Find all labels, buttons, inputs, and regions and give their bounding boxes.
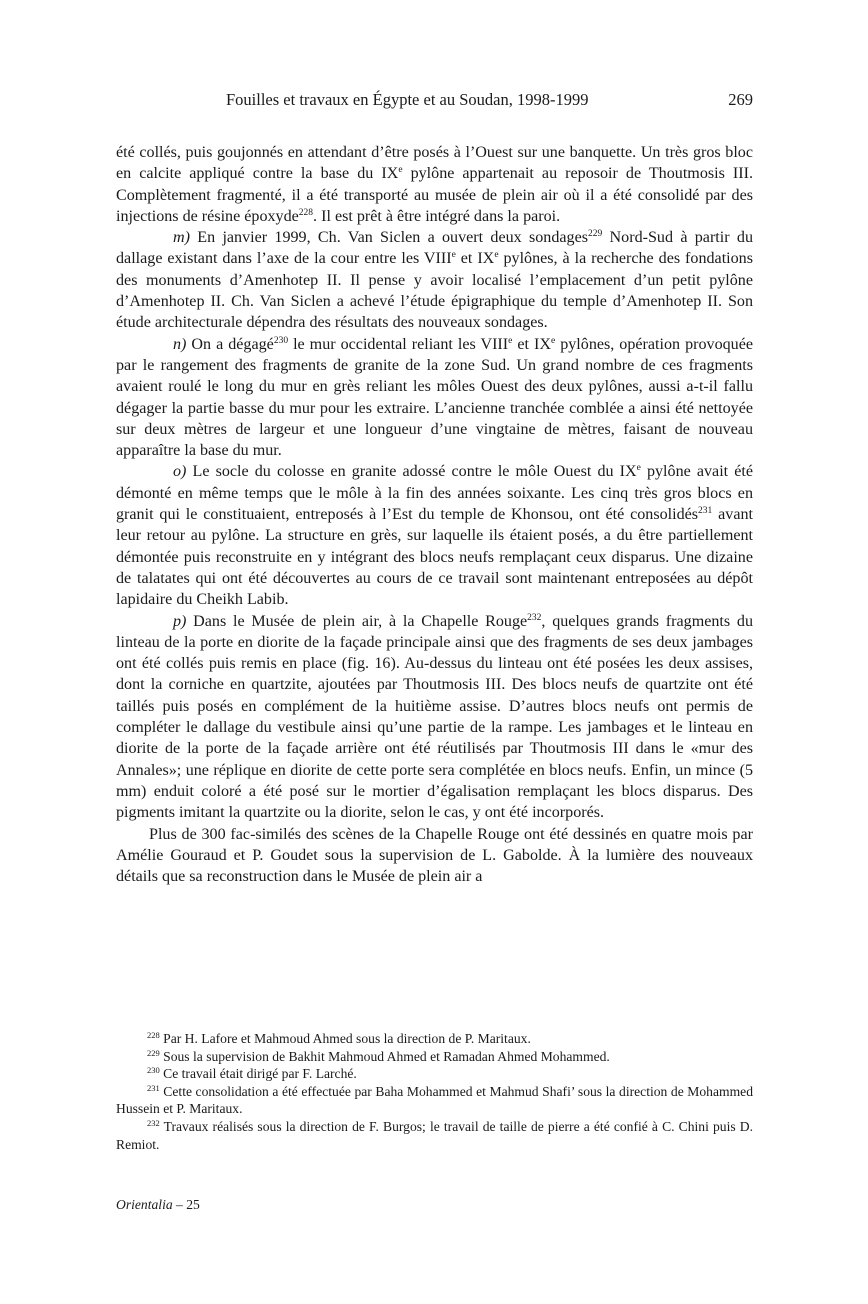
footnote-text: Travaux réalisés sous la direction de F. Burgos; le travail de taille de pierre a été confié à C. Chini puis D. Remiot. bbox=[116, 1118, 753, 1152]
footnote-number: 229 bbox=[147, 1047, 160, 1058]
footnote-number: 228 bbox=[147, 1030, 160, 1040]
text-run: Plus de 300 fac-similés des scènes de la Chapelle Rouge ont été dessinés en quatre mois par Amélie Gouraud et P. Goudet sous la supervision de L. Gabolde. À la lumière des nouveaux détails que sa reconstruction dans le Musée de plein air a bbox=[116, 825, 753, 886]
footnote-ref: e bbox=[550, 335, 556, 346]
paragraph bbox=[116, 142, 753, 227]
signature-mark: – 25 bbox=[172, 1197, 200, 1212]
text-run: le mur occidental reliant les VIII bbox=[288, 335, 509, 353]
footnote bbox=[116, 1118, 753, 1153]
text-run: pylônes, opération provoquée par le rangement des fragments de granite de la zone Sud. Un grand nombre de ces fragments avaient roulé le long du mur en grès reliant les môles Ouest des deux pylônes, aussi a-t-il fallu dégager la partie basse du mur pour les extraire. L’ancienne tranchée comblée a ainsi été nettoyée sur deux mètres de largeur et une longueur d’une vingtaine de mètres, faisant de nouveau apparaître la base du mur. bbox=[116, 335, 754, 460]
footnote-number: 231 bbox=[147, 1082, 160, 1093]
text-run: Le socle du colosse en granite adossé contre le môle Ouest du IX bbox=[186, 463, 637, 481]
footnote-text: Ce travail était dirigé par F. Larché. bbox=[159, 1066, 357, 1082]
footnote-ref: 229 bbox=[588, 229, 603, 240]
footnote-number: 232 bbox=[147, 1117, 160, 1128]
text-run: . Il est prêt à être intégré dans la paroi. bbox=[313, 207, 561, 225]
text-run: été collés, puis goujonnés en attendant d’être posés à l’Ouest sur une banquette. Un très gros bloc en calcite appliqué contre la base du IX bbox=[116, 144, 753, 183]
signature-line bbox=[116, 1197, 200, 1213]
footnote bbox=[116, 1083, 753, 1118]
footnote-ref: e bbox=[494, 250, 499, 261]
section-letter: o) bbox=[173, 463, 187, 481]
running-title: Fouilles et travaux en Égypte et au Soudan, 1998-1999 bbox=[226, 90, 589, 109]
footnote-ref: 232 bbox=[527, 612, 542, 623]
text-run: et IX bbox=[455, 250, 495, 268]
footnote-ref: 231 bbox=[698, 506, 713, 517]
text-run: En janvier 1999, Ch. Van Siclen a ouvert deux sondages bbox=[189, 229, 588, 247]
section-letter: n) bbox=[173, 335, 187, 353]
footnote bbox=[116, 1030, 753, 1048]
footnote-text: Sous la supervision de Bakhit Mahmoud Ahmed et Ramadan Ahmed Mohammed. bbox=[159, 1048, 610, 1064]
section-letter: m) bbox=[173, 229, 190, 247]
footnotes bbox=[116, 1030, 753, 1153]
footnote-ref: e bbox=[398, 165, 403, 176]
text-run: pylônes, à la recherche des fondations des monuments d’Amenhotep II. Il pense y avoir localisé l’emplacement d’un petit pylône d’Amenhotep II. Ch. Van Siclen a achevé l’étude épigraphique du temple d’Amenhotep II. Son étude architecturale dépendra des résultats des nouveaux sondages. bbox=[116, 250, 753, 332]
running-header bbox=[110, 90, 753, 114]
page-number: 269 bbox=[728, 90, 753, 109]
text-run: , quelques grands fragments du linteau de la porte en diorite de la façade principale ainsi que des fragments de ses deux jambages ont été collés puis remis en place (fig. 16). Au-dessus du linteau ont été posées les deux assises, dont la corniche en quartzite, ajoutées par Thoutmosis III. Des blocs neufs de quartzite ont été taillés puis posés en complément de la huitième assise. D’autres blocs neufs ont permis de compléter le dallage du vestibule ainsi qu’une partie de la rampe. Les jambages et le linteau en diorite de la porte de la façade arrière ont été réutilisés par Thoutmosis III dans le «mur des Annales»; une réplique en diorite de cette porte sera complétée en blocs neufs. Enfin, un mince (5 mm) enduit coloré a été posé sur le mortier d’égalisation remplaçant les blocs disparus. Des pigments imitant la quartzite ou la diorite, selon le cas, y ont été incorporés. bbox=[116, 612, 753, 822]
main-text bbox=[116, 142, 753, 887]
text-run: On a dégagé bbox=[186, 335, 274, 353]
footnote bbox=[116, 1048, 753, 1066]
text-run: pylône appartenait au reposoir de Thoutmosis III. Complètement fragmenté, il a été transporté au musée de plein air où il a été consolidé par des injections de résine époxyde bbox=[116, 165, 753, 225]
paragraph bbox=[116, 611, 753, 824]
text-run: pylône avait été démonté en même temps que le môle à la fin des années soixante. Les cinq très gros blocs en granit qui le constituaient, entreposés à l’Est du temple de Khonsou, ont été consolidés bbox=[116, 463, 753, 524]
paragraph bbox=[116, 334, 753, 462]
footnote bbox=[116, 1065, 753, 1083]
footnote-ref: e bbox=[508, 335, 513, 346]
paragraph bbox=[116, 227, 753, 333]
paragraph bbox=[116, 824, 753, 888]
journal-name: Orientalia bbox=[116, 1197, 173, 1212]
footnote-ref: 228 bbox=[298, 207, 314, 218]
footnote-number: 230 bbox=[147, 1065, 160, 1076]
footnote-ref: 230 bbox=[273, 335, 289, 346]
footnote-text: Par H. Lafore et Mahmoud Ahmed sous la direction de P. Maritaux. bbox=[159, 1031, 531, 1046]
footnote-ref: e bbox=[636, 463, 641, 474]
section-letter: p) bbox=[173, 612, 187, 630]
text-run: Dans le Musée de plein air, à la Chapelle Rouge bbox=[186, 612, 528, 630]
footnote-text: Cette consolidation a été effectuée par Baha Mohammed et Mahmud Shafi’ sous la direction de Mohammed Hussein et P. Maritaux. bbox=[116, 1083, 753, 1117]
text-run: avant leur retour au pylône. La structure en grès, sur laquelle ils étaient posés, a du être partiellement démontée puis reconstruite en y intégrant des blocs neufs remplaçant ceux disparus. Une dizaine de talatates qui ont été découvertes au cours de ce travail sont maintenant entreposées au dépôt lapidaire du Cheikh Labib. bbox=[116, 506, 753, 609]
paragraph bbox=[116, 461, 753, 610]
footnote-ref: e bbox=[451, 250, 456, 261]
text-run: Nord-Sud à partir du dallage existant dans l’axe de la cour entre les VIII bbox=[116, 229, 753, 268]
text-run: et IX bbox=[512, 335, 551, 353]
